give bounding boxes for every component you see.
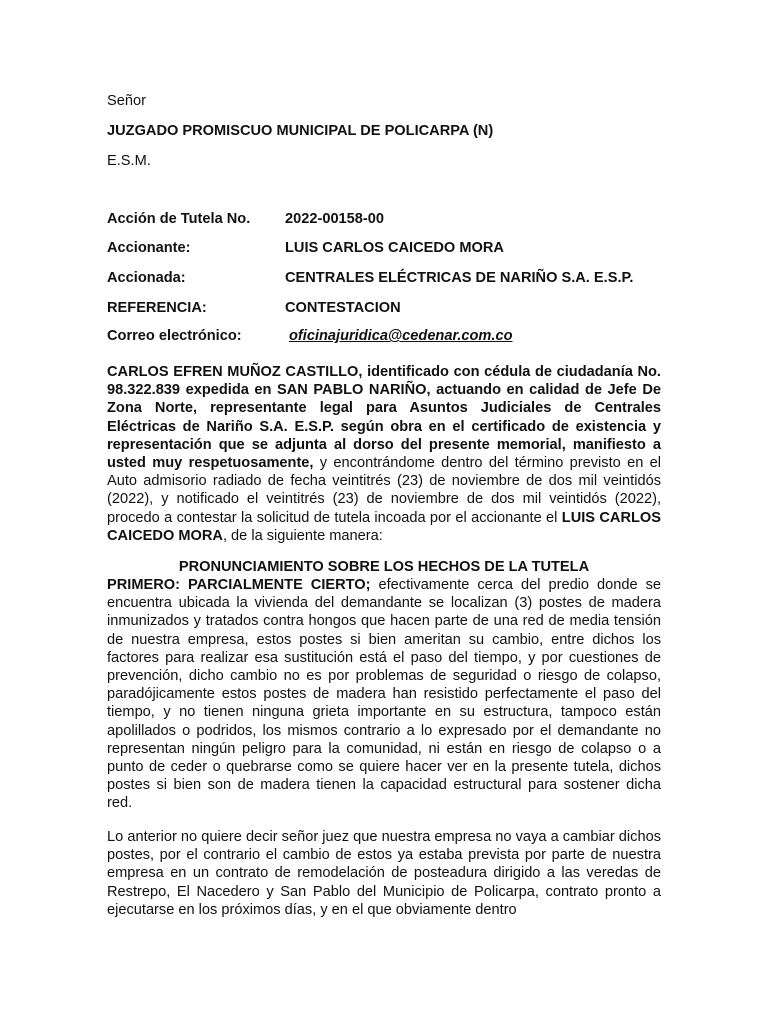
intro-normal: y encontrándome dentro del término previsto en el Auto admisorio radiado de fecha veintitrés (23) de noviembre de dos mil veintidós (2022), y notificado el veintitrés (23) de noviembre de dos mil veintidós (2022), procedo a contestar la solicitud de tutela incoada por el accionante el [107, 455, 661, 526]
referencia-label: REFERENCIA: [107, 300, 207, 316]
tutela-value: 2022-00158-00 [285, 211, 384, 227]
accionada-value: CENTRALES ELÉCTRICAS DE NARIÑO S.A. E.S.P. [285, 270, 634, 286]
first-paragraph [107, 576, 661, 813]
intro-ending: , de la siguiente manera: [222, 527, 383, 544]
esm-abbrev: E.S.M. [107, 153, 151, 169]
intro-bold: CARLOS EFREN MUÑOZ CASTILLO, identificado con cédula de ciudadanía No. 98.322.839 expedida en SAN PABLO NARIÑO, actuando en calidad de Jefe De Zona Norte, representante legal para Asuntos Judiciales de Centrales Eléctricas de Nariño S.A. E.S.P. según obra en el certificado de existencia y representación que se adjunta al dorso del presente memorial, manifiesto a usted muy respetuosamente, [107, 364, 661, 472]
first-text: efectivamente cerca del predio donde se encuentra ubicada la vivienda del demandante se localizan (3) postes de madera inmunizados y tratados contra hongos que hacen parte de una red de media tensión de nuestra empresa, estos postes si bien ameritan su cambio, entre dichos los factores para realizar esa sustitución está el paso del tiempo, y por cuestiones de prevención, dicho cambio no es por problemas de seguridad o riesgo de colapso, paradójicamente estos postes de madera han resistido perfectamente el paso del tiempo, y no tienen ninguna grieta importante en su estructura, tampoco están apolillados o podridos, los mismos contrario a lo expresado por el demandante no representan ningún peligro para la comunidad, ni están en riesgo de colapso o a punto de ceder o quebrarse como se quiere hacer ver en la presente tutela, dichos postes si bien son de madera tienen la capacidad estructural para sostener dicha red. [107, 577, 662, 812]
section-heading: PRONUNCIAMIENTO SOBRE LOS HECHOS DE LA TUTELA [178, 559, 590, 575]
second-paragraph: Lo anterior no quiere decir señor juez que nuestra empresa no vaya a cambiar dichos postes, por el contrario el cambio de estos ya estaba prevista por parte de nuestra empresa en un contrato de remodelación de posteadura dirigido a las veredas de Restrepo, El Nacedero y San Pablo del Municipio de Policarpa, contrato pronto a ejecutarse en los próximos días, y en el que obviamente dentro [107, 829, 661, 918]
tutela-label: Acción de Tutela No. [107, 211, 251, 227]
accionada-label: Accionada: [107, 270, 186, 286]
accionante-value: LUIS CARLOS CAICEDO MORA [285, 240, 504, 256]
accionante-label: Accionante: [107, 240, 191, 256]
first-label: PRIMERO: PARCIALMENTE CIERTO; [107, 577, 371, 593]
court-name: JUZGADO PROMISCUO MUNICIPAL DE POLICARPA (N) [107, 123, 494, 139]
referencia-value: CONTESTACION [285, 300, 401, 316]
correo-label: Correo electrónico: [107, 328, 242, 344]
accionante-name: LUIS CARLOS CAICEDO MORA [107, 509, 662, 544]
email-link[interactable]: oficinajuridica@cedenar.com.co [289, 328, 513, 344]
salutation: Señor [107, 93, 146, 109]
intro-paragraph [107, 363, 661, 545]
